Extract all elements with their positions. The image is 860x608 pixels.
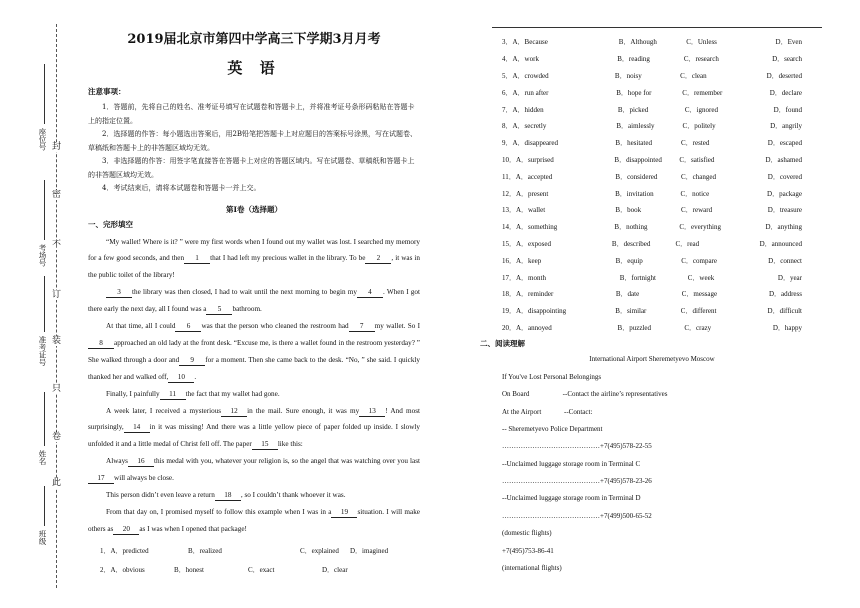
exam-title: 2019届北京市第四中学高三下学期3月月考 — [127, 32, 381, 47]
option: C．Unless — [686, 38, 717, 47]
note-item: 2．选择题的作答：每小题选出答案后，用2B铅笔把答题卡上对应题目的答案标号涂黑，写在试题卷、草稿纸和答题卡上的非答题区域均无效。 — [88, 130, 418, 152]
name-line — [44, 392, 45, 446]
exam-room-label: 考场号 — [38, 244, 47, 267]
exam-room-line — [44, 180, 45, 240]
question-options-row — [502, 320, 802, 337]
question-options-row — [88, 542, 420, 561]
option: 2．A．obvious — [100, 566, 145, 575]
right-column — [480, 34, 803, 577]
reading-line: --Unclaimed luggage storage room in Terminal D — [502, 494, 641, 503]
reading-line: At the Airport --Contact: — [502, 407, 593, 416]
reading-line: --Unclaimed luggage storage room in Terminal C — [502, 459, 641, 468]
reading-line: On Board --Contact the airline’s representatives — [502, 390, 668, 399]
option: 6．A．run after — [502, 88, 549, 97]
option: D．package — [767, 189, 803, 198]
reading-line: +7(495)753-86-41 — [502, 546, 554, 555]
option: C．satisfied — [679, 155, 715, 164]
note-item: 3．非选择题的作答：用签字笔直接答在答题卡上对应的答题区域内。写在试题卷、草稿纸和答题卡上的非答题区域均无效。 — [88, 157, 415, 179]
question-options-row — [502, 303, 802, 320]
option: B．disappointed — [614, 155, 662, 164]
subject-title: 英 语 — [227, 59, 281, 77]
binding-char: 卷 — [52, 432, 62, 442]
option: D．found — [773, 105, 802, 114]
question-options-row — [502, 118, 802, 135]
option: B．date — [615, 290, 640, 299]
passage-paragraph: Finally, I painfully 11 the fact that my wallet had gone. — [106, 389, 280, 398]
option: C．crazy — [684, 323, 712, 332]
cloze-blank: 2 — [365, 254, 391, 264]
cloze-blank: 9 — [179, 356, 205, 366]
option: 1．A．predicted — [100, 547, 149, 556]
option: 14．A．something — [502, 223, 558, 232]
option: 10．A．surprised — [502, 155, 554, 164]
question-options-row — [502, 101, 802, 118]
cloze-blank: 20 — [113, 525, 139, 535]
option: 15．A．exposed — [502, 239, 551, 248]
question-options-row — [502, 84, 802, 101]
option: D．covered — [767, 172, 803, 181]
question-options-row — [502, 202, 802, 219]
cloze-blank: 11 — [160, 390, 186, 400]
cloze-blank: 18 — [215, 491, 241, 501]
passage-paragraph: 3 the library was then closed, I had to wait until the next morning to begin my 4 . When I got there early the next day, all I found was a 5 bathroom. — [88, 288, 420, 314]
seat-number-line — [44, 64, 45, 124]
cloze-blank: 12 — [221, 407, 247, 417]
option: C．ignored — [684, 105, 718, 114]
question-options-row — [502, 185, 802, 202]
cloze-blank: 10 — [168, 373, 194, 383]
option: B．nothing — [614, 223, 648, 232]
option: C．exact — [248, 566, 275, 575]
option: 8．A．secretly — [502, 122, 547, 131]
option: C．compare — [681, 256, 717, 265]
reading-line: (international flights) — [502, 564, 562, 573]
passage-paragraph: At that time, all I could 6 was that the person who cleaned the restroom had 7 my wallet. So I8 approached an old lady at the front desk. “Excuse me, is there a wallet found in the restroom yesterday? ” She walked through a door and 9 for a moment. Then she came back to the desk. “No, ” she said. I quickly thanked her and walked off, 10 . — [88, 322, 421, 381]
option: 18．A．reminder — [502, 290, 554, 299]
option: 7．A．hidden — [502, 105, 544, 114]
option: C．read — [675, 239, 700, 248]
option: C．remember — [682, 88, 723, 97]
note-item: 4．考试结束后，请将本试题卷和答题卡一并上交。 — [102, 184, 261, 192]
question-options-row — [502, 168, 802, 185]
question-options-row — [88, 561, 420, 580]
name-label: 姓名 — [38, 450, 47, 465]
ticket-number-label: 准考证号 — [38, 336, 47, 366]
binding-char: 不 — [52, 240, 62, 250]
option: D．year — [777, 273, 802, 282]
option: 9．A．disappeared — [502, 139, 558, 148]
option: C．rested — [680, 139, 710, 148]
passage-paragraph: From that day on, I promised myself to follow this example when I was in a 19 situation. I will make others as 20 as I was when I opened that package! — [88, 508, 420, 533]
cloze-blank: 16 — [128, 457, 154, 467]
passage-paragraph: A week later, I received a mysterious 12 in the mail. Sure enough, it was my 13 ! And most surprisingly, 14 in it was missing! And there was a little yellow piece of paper folded up inside. I slowly unfolded it and a little medal of Christ fell off. The paper 15 like this: — [88, 406, 421, 449]
reading-line: ……………………………………+7(499)500-65-52 — [502, 511, 652, 520]
note-item: 1．答题前，先将自己的姓名、准考证号填写在试题卷和答题卡上，并将准考证号条形码粘贴在答题卡上的指定位置。 — [88, 103, 415, 125]
option: B．reading — [617, 55, 650, 64]
cloze-blank: 13 — [359, 407, 385, 417]
binding-char: 只 — [52, 384, 62, 394]
option: B．described — [611, 239, 651, 248]
option: C．changed — [680, 172, 716, 181]
option: D．escaped — [767, 139, 803, 148]
binding-char: 装 — [52, 336, 62, 346]
option: B．puzzled — [617, 323, 651, 332]
option: 20．A．annoyed — [502, 323, 552, 332]
ticket-number-line — [44, 276, 45, 332]
cloze-section-title: 一、完形填空 — [88, 219, 133, 229]
option: 13．A．wallet — [502, 206, 546, 215]
option: D．announced — [759, 239, 802, 248]
option: D．anything — [765, 223, 803, 232]
option: B．hesitated — [615, 139, 652, 148]
option: D．deserted — [766, 71, 802, 80]
reading-lines — [502, 369, 802, 578]
class-line — [44, 486, 45, 526]
class-label: 班级 — [38, 530, 47, 545]
option: D．happy — [772, 323, 802, 332]
binding-char: 此 — [52, 478, 62, 488]
reading-line: -- Sheremetyevo Police Department — [502, 424, 603, 433]
option: 3．A．Because — [502, 38, 548, 47]
option: B．realized — [188, 547, 222, 556]
option: D．Even — [775, 38, 802, 47]
option: B．honest — [174, 566, 204, 575]
option: C．different — [680, 307, 717, 316]
reading-line: ……………………………………+7(495)578-22-55 — [502, 442, 652, 451]
reading-section-title: 二、阅读理解 — [480, 339, 525, 349]
option: D．clear — [322, 566, 348, 575]
cloze-blank: 6 — [175, 322, 201, 332]
seat-number-label: 座位号 — [38, 128, 47, 151]
question-options-row — [502, 269, 802, 286]
question-options-row — [502, 34, 802, 51]
cloze-blank: 19 — [331, 508, 357, 518]
passage-paragraph: This person didn’t even leave a return 18 , so I couldn’t thank whoever it was. — [106, 491, 346, 500]
cloze-blank: 1 — [184, 254, 210, 264]
right-options — [502, 34, 802, 336]
option: 17．A．month — [502, 273, 546, 282]
reading-title: International Airport Sheremetyevo Moscow — [589, 355, 715, 364]
cloze-blank: 17 — [88, 474, 114, 484]
option: B．similar — [615, 307, 647, 316]
binding-char: 密 — [52, 190, 62, 200]
passage-paragraph: Always 16 this medal with you, whatever your religion is, so the angel that was watching over you last17 will always be close. — [88, 453, 420, 487]
option: 5．A．crowded — [502, 71, 549, 80]
option: C．reward — [680, 206, 713, 215]
cloze-blank: 7 — [349, 322, 375, 332]
option: B．invitation — [615, 189, 654, 198]
option: B．book — [615, 206, 642, 215]
binding-char: 封 — [52, 142, 62, 152]
question-options-row — [502, 68, 802, 85]
option: C．clean — [680, 71, 707, 80]
cloze-blank: 15 — [252, 440, 278, 450]
reading-line: If You've Lost Personal Belongings — [502, 372, 602, 381]
question-options-row — [502, 135, 802, 152]
option: 16．A．keep — [502, 256, 542, 265]
option: 4．A．work — [502, 55, 539, 64]
option: B．aimlessly — [616, 122, 655, 131]
option: B．considered — [615, 172, 658, 181]
option: B．equip — [615, 256, 643, 265]
option: D．angrily — [770, 122, 802, 131]
notes-title: 注意事项： — [88, 87, 126, 96]
option: C．everything — [679, 223, 721, 232]
option: C．explained — [300, 547, 339, 556]
option: D．connect — [768, 256, 802, 265]
option: 11．A．accepted — [502, 172, 553, 181]
binding-char: 订 — [52, 290, 62, 300]
question-options-row — [502, 286, 802, 303]
option: D．search — [772, 55, 802, 64]
passage-paragraph: “My wallet! Where is it? ” were my first words when I found out my wallet was lost. I searched my memory for a few good seconds, and then 1 that I had left my precious wallet in the library. To be 2 , it was in the public toilet of the library! — [88, 237, 421, 280]
part-one-title: 第Ⅰ卷（选择题） — [225, 204, 282, 214]
option: C．message — [681, 290, 718, 299]
option: 12．A．present — [502, 189, 549, 198]
option: B．fortnight — [619, 273, 656, 282]
cloze-blank: 5 — [206, 305, 232, 315]
option: C．politely — [682, 122, 716, 131]
option: B．hope for — [616, 88, 652, 97]
option: B．Although — [618, 38, 657, 47]
option: D．address — [768, 290, 802, 299]
option: C．notice — [680, 189, 710, 198]
left-column — [88, 28, 420, 580]
reading-line: ……………………………………+7(495)578-23-26 — [502, 477, 652, 486]
binding-margin — [0, 0, 80, 608]
question-options-row — [502, 219, 802, 236]
top-rule — [492, 27, 822, 28]
binding-dashed-line — [56, 24, 57, 588]
option: C．week — [687, 273, 715, 282]
reading-line: (domestic flights) — [502, 529, 552, 538]
question-options-row — [502, 252, 802, 269]
option: C．research — [683, 55, 719, 64]
option: B．noisy — [614, 71, 642, 80]
cloze-blank: 8 — [88, 339, 114, 349]
reading-passage — [502, 351, 802, 577]
question-options-row — [502, 152, 802, 169]
option: D．treasure — [767, 206, 803, 215]
option: D．difficult — [767, 307, 802, 316]
option: D．ashamed — [765, 155, 802, 164]
option: D．declare — [769, 88, 802, 97]
cloze-blank: 3 — [106, 288, 132, 298]
cloze-blank: 14 — [124, 423, 150, 433]
option: D．imagined — [350, 547, 389, 556]
option: 19．A．disappointing — [502, 307, 567, 316]
question-options-row — [502, 51, 802, 68]
option: B．picked — [617, 105, 649, 114]
left-options — [88, 542, 420, 580]
question-options-row — [502, 236, 802, 253]
cloze-blank: 4 — [357, 288, 383, 298]
